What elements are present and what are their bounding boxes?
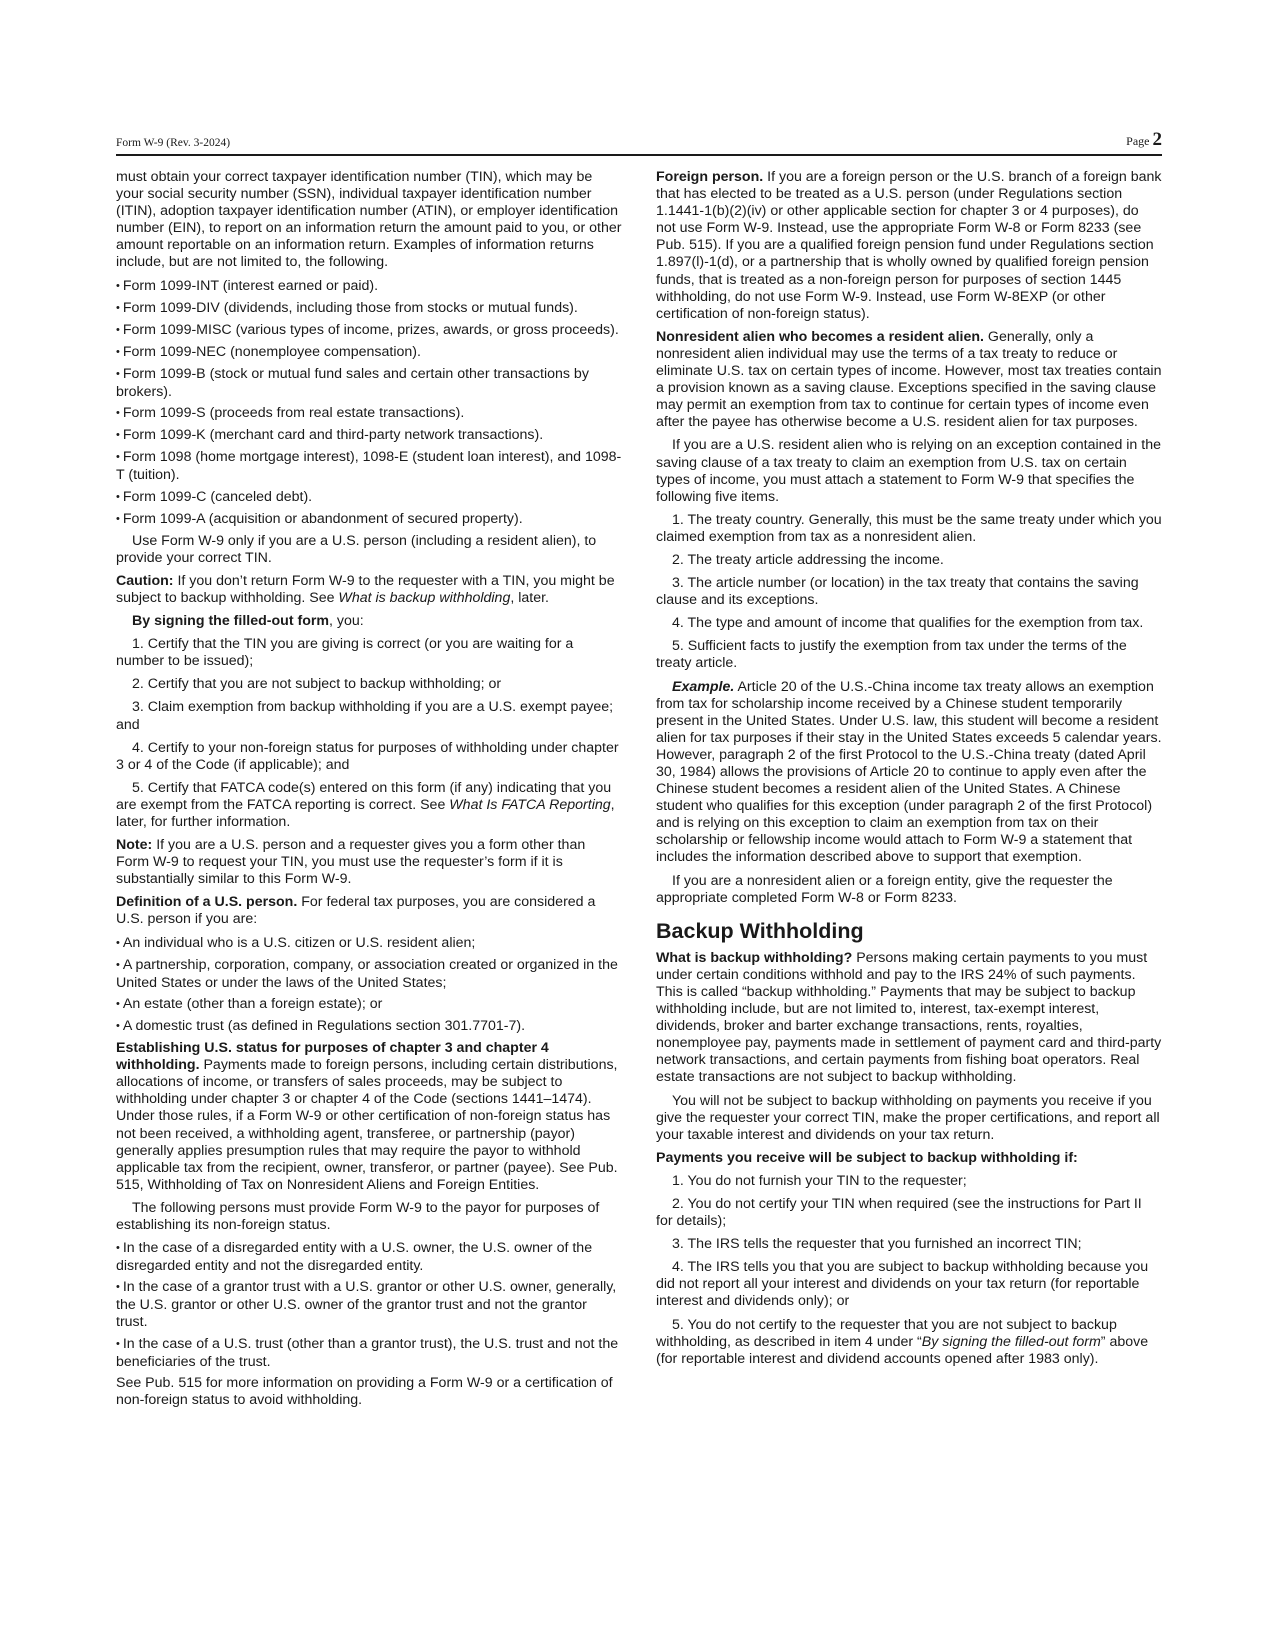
page-label: Page	[1126, 134, 1150, 148]
list-item: • A partnership, corporation, company, or association created or organized in the United States or under the laws of the United States;	[116, 956, 618, 991]
note-paragraph: Note: If you are a U.S. person and a requester gives you a form other than Form W-9 to request your TIN, you must use the requester’s form if it is substantially similar to this Form W-9.	[116, 837, 586, 888]
nonresident-alien-paragraph: Nonresident alien who becomes a resident alien. Generally, only a nonresident alien individual may use the terms of a tax treaty to reduce or eliminate U.S. tax on certain types of income. However, most tax treaties contain a provision known as a saving clause. Exceptions specified in the saving clause may permit an exemption from tax to continue for certain types of income even after the payee has otherwise become a U.S. resident alien for tax purposes.	[656, 328, 1162, 431]
certify-item: 4. Certify to your non-foreign status for purposes of withholding under chapter 3 or 4 of the Code (if applicable); and	[116, 739, 619, 773]
condition-item: 4. The IRS tells you that you are subject to backup withholding because you did not report all your interest and dividends on your tax return (for reportable interest and dividends only); or	[656, 1259, 1149, 1310]
payments-subject-label: Payments you receive will be subject to backup withholding if:	[656, 1149, 1078, 1166]
list-item: • Form 1099-MISC (various types of income, prizes, awards, or gross proceeds).	[116, 321, 619, 338]
resident-alien-paragraph: If you are a U.S. resident alien who is relying on an exception contained in the saving clause of a tax treaty to claim an exemption from U.S. tax on certain types of income, you must attach a statement to Form W-9 that specifies the following five items.	[656, 437, 1161, 505]
what-is-backup-paragraph: What is backup withholding? Persons making certain payments to you must under certain conditions withhold and pay to the IRS 24% of such payments. This is called “backup withholding.” Payments that may be subject to backup withholding include, but are not limited to, interest, tax-exempt interest, dividends, broker and barter exchange transactions, rents, royalties, nonemployee pay, payments made in settlement of payment card and third-party network transactions, and certain payments from fishing boat operators. Real estate transactions are not subject to backup withholding.	[656, 949, 1162, 1086]
list-item: • Form 1099-B (stock or mutual fund sales and certain other transactions by brokers).	[116, 365, 589, 401]
treaty-item: 5. Sufficient facts to justify the exemption from tax under the terms of the treaty article.	[656, 638, 1127, 672]
establishing-status-paragraph: Establishing U.S. status for purposes of chapter 3 and chapter 4 withholding. Payments made to foreign persons, including certain distributions, allocations of income, or transfers of sales proceeds, may be subject to withholding under chapter 3 or chapter 4 of the Code (sections 1441–1474). Under those rules, if a Form W-9 or other certification of non-foreign status has not been received, a withholding agent, transferee, or partnership (payor) generally applies presumption rules that may require the payor to withhold applicable tax from the recipient, owner, transferor, or partner (payee). See Pub. 515, Withholding of Tax on Nonresident Aliens and Foreign Entities.	[116, 1040, 618, 1193]
page-number-label	[1126, 129, 1162, 151]
list-item: • An individual who is a U.S. citizen or U.S. resident alien;	[116, 934, 476, 951]
nonresident-entity-paragraph: If you are a nonresident alien or a foreign entity, give the requester the appropriate completed Form W-8 or Form 8233.	[656, 872, 1113, 906]
condition-item: 1. You do not furnish your TIN to the requester;	[672, 1172, 967, 1189]
list-item: • Form 1099-INT (interest earned or paid).	[116, 277, 379, 294]
form-revision-label: Form W-9 (Rev. 3-2024)	[116, 137, 231, 149]
signing-paragraph: By signing the filled-out form, you:	[132, 613, 364, 630]
certify-item: 2. Certify that you are not subject to backup withholding; or	[132, 676, 502, 693]
example-paragraph: Example. Article 20 of the U.S.-China income tax treaty allows an exemption from tax for scholarship income received by a Chinese student temporarily present in the United States. Under U.S. law, this student will become a resident alien for tax purposes if their stay in the United States exceeds 5 calendar years. However, paragraph 2 of the first Protocol to the U.S.-China treaty (dated April 30, 1984) allows the provisions of Article 20 to continue to apply even after the Chinese student becomes a resident alien of the United States. A Chinese student who qualifies for this exception (under paragraph 2 of the first Protocol) and is relying on this exception to claim an exemption from tax on their scholarship or fellowship income would attach to Form W-9 a statement that includes the information described above to support that exemption.	[656, 678, 1162, 866]
list-item: • In the case of a disregarded entity with a U.S. owner, the U.S. owner of the disregarded entity and not the disregarded entity.	[116, 1240, 593, 1275]
use-form-paragraph: Use Form W-9 only if you are a U.S. person (including a resident alien), to provide your correct TIN.	[116, 532, 597, 566]
not-subject-paragraph: You will not be subject to backup withholding on payments you receive if you give the requester your correct TIN, make the proper certifications, and report all your taxable interest and dividends on your tax return.	[656, 1092, 1160, 1143]
list-item: • Form 1099-C (canceled debt).	[116, 488, 313, 505]
list-item: • Form 1099-K (merchant card and third-party network transactions).	[116, 427, 544, 444]
right-column	[656, 169, 1162, 1374]
tin-intro-paragraph: must obtain your correct taxpayer identification number (TIN), which may be your social security number (SSN), individual taxpayer identification number (ITIN), adoption taxpayer identification number (ATIN), or employer identification number (EIN), to report on an information return the amount paid to you, or other amount reportable on an information return. Examples of information returns include, but are not limited to, the following.	[116, 169, 622, 271]
list-item: • An estate (other than a foreign estate); or	[116, 995, 383, 1012]
treaty-item: 1. The treaty country. Generally, this must be the same treaty under which you claimed exemption from tax as a nonresident alien.	[656, 511, 1162, 545]
page-header	[116, 128, 1162, 156]
list-item: • Form 1098 (home mortgage interest), 1098-E (student loan interest), and 1098-T (tuition).	[116, 449, 622, 484]
caution-paragraph: Caution: If you don’t return Form W-9 to the requester with a TIN, you might be subject to backup withholding. See What is backup withholding, later.	[116, 572, 615, 606]
following-persons-paragraph: The following persons must provide Form W-9 to the payor for purposes of establishing its non-foreign status.	[116, 1199, 600, 1233]
list-item: • A domestic trust (as defined in Regulations section 301.7701-7).	[116, 1017, 526, 1034]
us-person-definition: Definition of a U.S. person. For federal tax purposes, you are considered a U.S. person if you are:	[116, 894, 596, 928]
backup-withholding-heading: Backup Withholding	[656, 918, 864, 943]
certify-item: 1. Certify that the TIN you are giving is correct (or you are waiting for a number to be issued);	[116, 636, 574, 670]
certify-item: 5. Certify that FATCA code(s) entered on this form (if any) indicating that you are exempt from the FATCA reporting is correct. See What Is FATCA Reporting, later, for further information.	[116, 779, 615, 830]
list-item: • In the case of a grantor trust with a U.S. grantor or other U.S. owner, generally, the U.S. grantor or other U.S. owner of the grantor trust and not the grantor trust.	[116, 1279, 617, 1331]
left-column	[116, 169, 622, 1415]
treaty-item: 4. The type and amount of income that qualifies for the exemption from tax.	[672, 615, 1144, 632]
page-number: 2	[1152, 129, 1162, 150]
list-item: • Form 1099-A (acquisition or abandonment of secured property).	[116, 510, 523, 527]
treaty-item: 3. The article number (or location) in the tax treaty that contains the saving clause and its exceptions.	[656, 575, 1139, 609]
condition-item: 3. The IRS tells the requester that you furnished an incorrect TIN;	[672, 1236, 1082, 1253]
certify-item: 3. Claim exemption from backup withholding if you are a U.S. exempt payee; and	[116, 699, 614, 733]
list-item: • In the case of a U.S. trust (other than a grantor trust), the U.S. trust and not the beneficiaries of the trust.	[116, 1335, 619, 1370]
condition-item: 2. You do not certify your TIN when required (see the instructions for Part II for details);	[656, 1195, 1142, 1230]
condition-item: 5. You do not certify to the requester that you are not subject to backup withholding, as described in item 4 under “By signing the filled-out form” above (for reportable interest and dividend accounts opened after 1983 only).	[656, 1316, 1149, 1367]
see-pub-paragraph: See Pub. 515 for more information on providing a Form W-9 or a certification of non-foreign status to avoid withholding.	[116, 1374, 613, 1408]
list-item: • Form 1099-S (proceeds from real estate transactions).	[116, 405, 465, 422]
list-item: • Form 1099-DIV (dividends, including those from stocks or mutual funds).	[116, 299, 578, 316]
treaty-item: 2. The treaty article addressing the income.	[672, 551, 944, 568]
list-item: • Form 1099-NEC (nonemployee compensation).	[116, 343, 421, 360]
foreign-person-paragraph: Foreign person. If you are a foreign person or the U.S. branch of a foreign bank that has elected to be treated as a U.S. person (under Regulations section 1.1441-1(b)(2)(iv) or other applicable section for chapter 3 or 4 purposes), do not use Form W-9. Instead, use the appropriate Form W-8 or Form 8233 (see Pub. 515). If you are a qualified foreign pension fund under Regulations section 1.897(l)-1(d), or a partnership that is wholly owned by qualified foreign pension funds, that is treated as a non-foreign person for purposes of section 1445 withholding, do not use Form W-9. Instead, use Form W-8EXP (or other certification of non-foreign status).	[656, 169, 1162, 322]
